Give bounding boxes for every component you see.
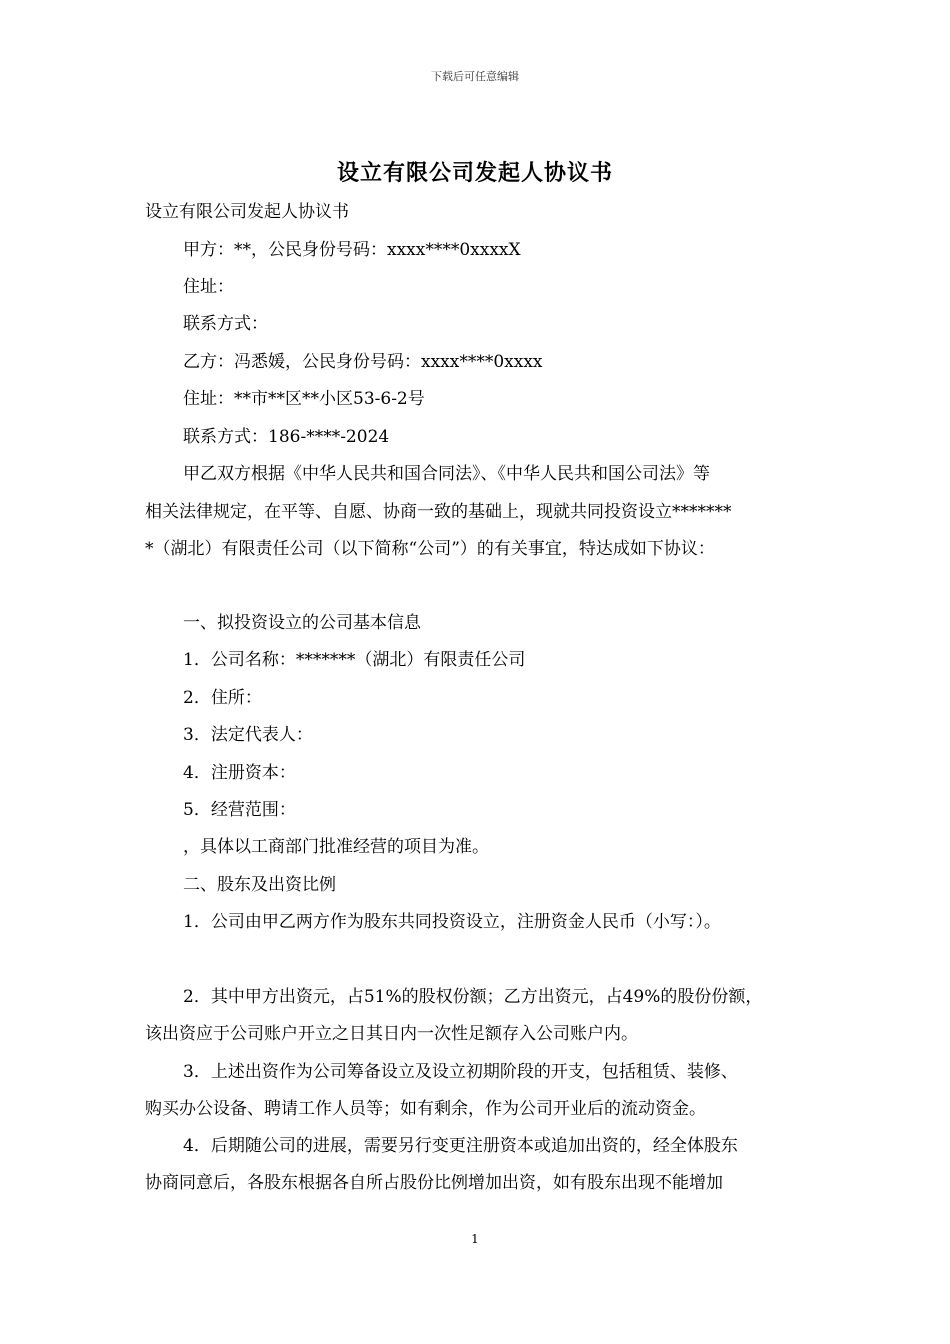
body-line: 1．公司名称：*******（湖北）有限责任公司	[183, 650, 526, 670]
section-heading: 二、股东及出资比例	[183, 875, 336, 895]
body-line: 3．上述出资作为公司筹备设立及设立初期阶段的开支，包括租赁、装修、	[183, 1062, 738, 1082]
body-line: 设立有限公司发起人协议书	[145, 202, 349, 222]
body-line: 2．其中甲方出资元，占51%的股权份额；乙方出资元，占49%的股份份额，	[183, 987, 763, 1007]
section-heading: 一、拟投资设立的公司基本信息	[183, 613, 421, 633]
body-line: 联系方式：	[183, 314, 268, 334]
page-number: 1	[471, 1232, 479, 1246]
body-line: ，具体以工商部门批准经营的项目为准。	[183, 837, 489, 857]
page-header: 下载后可任意编辑	[431, 70, 519, 83]
body-line: 1．公司由甲乙两方作为股东共同投资设立，注册资金人民币（小写：）。	[183, 912, 721, 932]
body-line: 相关法律规定，在平等、自愿、协商一致的基础上，现就共同投资设立*******	[145, 502, 732, 522]
body-line: 购买办公设备、聘请工作人员等；如有剩余，作为公司开业后的流动资金。	[145, 1099, 706, 1119]
body-line: 该出资应于公司账户开立之日其日内一次性足额存入公司账户内。	[145, 1024, 638, 1044]
body-line: 甲方：**，公民身份号码：xxxx****0xxxxX	[183, 240, 521, 260]
body-line: 2．住所：	[183, 688, 262, 708]
body-line: 联系方式：186-****-2024	[183, 427, 390, 447]
body-line: 甲乙双方根据《中华人民共和国合同法》、《中华人民共和国公司法》等	[183, 464, 710, 484]
body-line: 4．注册资本：	[183, 763, 296, 783]
body-line: 乙方：冯悉媛，公民身份号码：xxxx****0xxxx	[183, 352, 543, 372]
body-line: 4．后期随公司的进展，需要另行变更注册资本或追加出资的，经全体股东	[183, 1136, 738, 1156]
body-line: 5．经营范围：	[183, 800, 296, 820]
body-line: 协商同意后，各股东根据各自所占股份比例增加出资，如有股东出现不能增加	[145, 1173, 723, 1193]
body-line: 住址：	[183, 277, 234, 297]
body-line: 3．法定代表人：	[183, 725, 313, 745]
body-line: 住址：**市**区**小区53-6-2号	[183, 389, 425, 409]
document-title: 设立有限公司发起人协议书	[336, 161, 613, 186]
body-line: *（湖北）有限责任公司（以下简称“公司”）的有关事宜，特达成如下协议：	[145, 539, 715, 559]
